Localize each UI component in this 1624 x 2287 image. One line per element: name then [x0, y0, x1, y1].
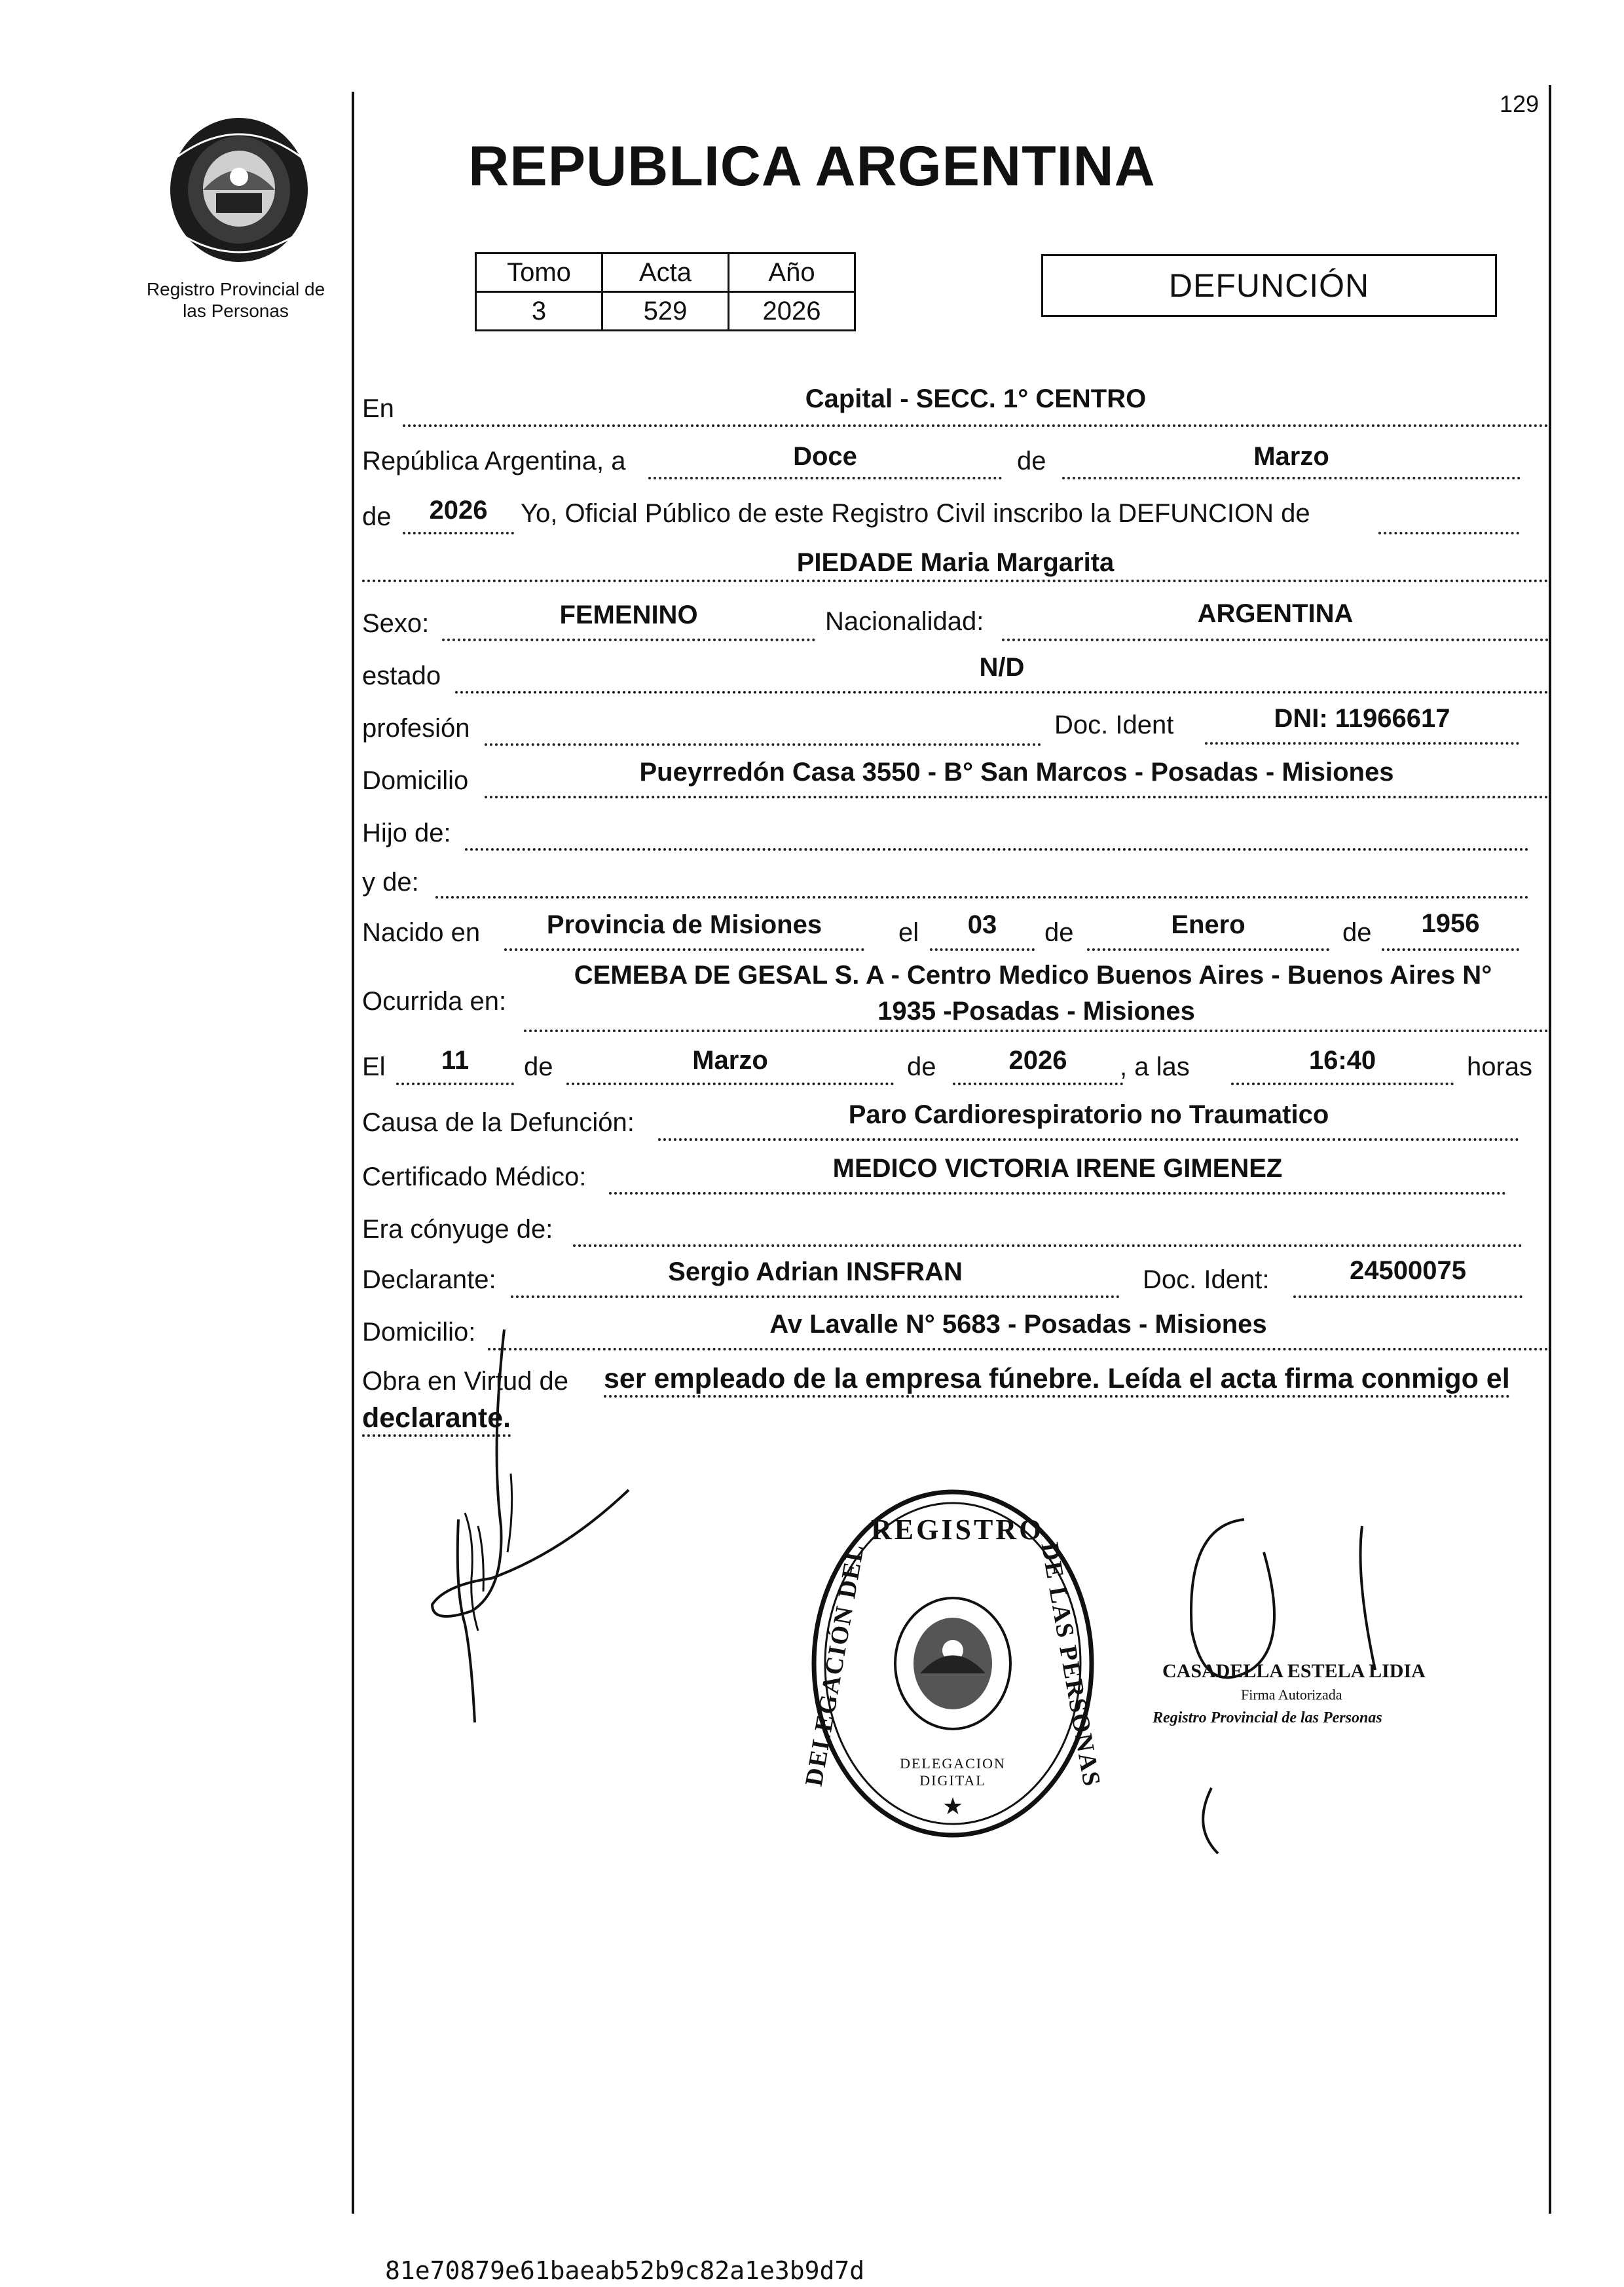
official-signature-icon — [1166, 1500, 1428, 1867]
dotted-line — [930, 948, 1035, 951]
seal-top-text: REGISTRO — [871, 1514, 1044, 1546]
sex-value: FEMENINO — [559, 601, 698, 629]
deceased-doc-value: DNI: 11966617 — [1274, 704, 1450, 733]
dotted-line — [1002, 639, 1549, 641]
dotted-line — [485, 743, 1041, 746]
civil-status-value: N/D — [979, 653, 1025, 682]
cause-of-death-value: Paro Cardiorespiratorio no Traumatico — [848, 1100, 1329, 1129]
record-value-row — [476, 292, 855, 331]
dotted-line — [465, 848, 1529, 851]
label-obra: Obra en Virtud de — [362, 1367, 569, 1396]
legal-basis-line2: declarante. — [362, 1402, 511, 1437]
label-de: de — [907, 1052, 936, 1081]
seal-left-text: DELEGACIÓN DEL — [800, 1541, 870, 1789]
label-republica: República Argentina, a — [362, 447, 626, 475]
legal-basis-line1: ser empleado de la empresa fúnebre. Leída el acta firma conmigo el — [604, 1362, 1510, 1398]
label-hijo-de: Hijo de: — [362, 819, 451, 847]
month-text-value: Marzo — [1253, 442, 1329, 471]
dotted-line — [511, 1295, 1120, 1298]
official-signature — [1166, 1500, 1428, 1867]
label-de: de — [362, 502, 392, 531]
label-conyuge: Era cónyuge de: — [362, 1215, 553, 1244]
deceased-address-value: Pueyrredón Casa 3550 - B° San Marcos - Posadas - Misiones — [639, 758, 1394, 787]
dotted-line — [1205, 742, 1519, 745]
nationality-value: ARGENTINA — [1197, 599, 1354, 628]
seal-right-text: DE LAS PERSONAS — [1035, 1540, 1106, 1789]
label-domicilio: Domicilio — [362, 766, 469, 795]
record-header-row — [476, 253, 855, 292]
death-time-value: 16:40 — [1308, 1046, 1376, 1075]
label-de: de — [1017, 447, 1046, 475]
death-year-value: 2026 — [1008, 1046, 1067, 1075]
dotted-line — [573, 1244, 1522, 1247]
declarant-signature-icon — [393, 1316, 655, 1736]
official-seal — [800, 1487, 1106, 1840]
dotted-line — [403, 532, 514, 534]
declarant-address-value: Av Lavalle N° 5683 - Posadas - Misiones — [769, 1310, 1267, 1339]
label-profesion: profesión — [362, 714, 470, 743]
label-y-de: y de: — [362, 868, 419, 897]
place-value: Capital - SECC. 1° CENTRO — [805, 384, 1147, 413]
tomo-header: Tomo — [476, 253, 602, 292]
svg-text:★: ★ — [942, 1793, 964, 1820]
label-de: de — [524, 1052, 553, 1081]
label-nacido-en: Nacido en — [362, 918, 481, 947]
label-domicilio-declarant: Domicilio: — [362, 1318, 476, 1347]
dotted-line — [504, 948, 864, 951]
place-of-death-line2: 1935 -Posadas - Misiones — [877, 997, 1195, 1026]
dotted-line — [1378, 532, 1519, 534]
label-doc-ident: Doc. Ident — [1054, 711, 1174, 739]
label-certificado: Certificado Médico: — [362, 1162, 587, 1191]
record-reference-table — [475, 252, 856, 331]
place-of-death-line1: CEMEBA DE GESAL S. A - Centro Medico Buenos Aires - Buenos Aires N° — [574, 961, 1492, 990]
death-month-value: Marzo — [692, 1046, 768, 1075]
death-day-value: 11 — [441, 1046, 470, 1075]
dotted-line — [362, 580, 1549, 582]
dotted-line — [485, 796, 1549, 798]
dotted-line — [1062, 477, 1521, 479]
registry-name-line1: Registro Provincial de — [146, 279, 325, 299]
label-sexo: Sexo: — [362, 609, 430, 638]
label-de: de — [1342, 918, 1372, 947]
label-el-cap: El — [362, 1052, 386, 1081]
right-margin-line — [1549, 85, 1551, 2214]
birth-day-value: 03 — [967, 910, 997, 939]
anio-header: Año — [729, 253, 855, 292]
label-de: de — [1044, 918, 1074, 947]
anio-value: 2026 — [729, 292, 855, 331]
dotted-line — [524, 1030, 1549, 1032]
label-a-las: , a las — [1120, 1052, 1190, 1081]
deceased-name-value: PIEDADE Maria Margarita — [796, 548, 1115, 577]
declarant-name-value: Sergio Adrian INSFRAN — [668, 1257, 963, 1286]
official-name: CASADELLA ESTELA LIDIA — [1162, 1660, 1426, 1682]
birthplace-value: Provincia de Misiones — [546, 910, 822, 939]
birth-month-value: Enero — [1171, 910, 1246, 939]
seal-bottom-text: DELEGACION DIGITAL — [900, 1755, 1006, 1789]
dotted-line — [455, 691, 1549, 694]
dotted-line — [442, 639, 815, 641]
tomo-value: 3 — [476, 292, 602, 331]
label-doc-ident-declarant: Doc. Ident: — [1143, 1265, 1270, 1294]
label-ocurrida-en: Ocurrida en: — [362, 987, 507, 1016]
acta-header: Acta — [602, 253, 729, 292]
registry-name-line2: las Personas — [183, 301, 289, 321]
label-estado: estado — [362, 661, 441, 690]
official-role: Firma Autorizada — [1241, 1686, 1342, 1703]
acta-value: 529 — [602, 292, 729, 331]
dotted-line — [396, 1083, 514, 1085]
declarant-doc-value: 24500075 — [1350, 1256, 1466, 1285]
certifying-physician-value: MEDICO VICTORIA IRENE GIMENEZ — [832, 1154, 1283, 1183]
dotted-line — [1293, 1295, 1522, 1298]
dotted-line — [658, 1138, 1519, 1141]
label-causa: Causa de la Defunción: — [362, 1108, 635, 1137]
dotted-line — [1231, 1083, 1454, 1085]
label-nacionalidad: Nacionalidad: — [825, 607, 984, 636]
year-value: 2026 — [429, 496, 488, 525]
dotted-line — [435, 896, 1529, 899]
label-declarante: Declarante: — [362, 1265, 496, 1294]
label-en: En — [362, 394, 394, 423]
dotted-line — [1087, 948, 1329, 951]
document-title: REPUBLICA ARGENTINA — [468, 135, 1156, 198]
dotted-line — [609, 1192, 1506, 1195]
dotted-line — [566, 1083, 894, 1085]
declarant-signature — [393, 1316, 655, 1736]
label-el: el — [898, 918, 919, 947]
left-margin-line — [352, 92, 354, 2214]
dotted-line — [648, 477, 1002, 479]
dotted-line — [1382, 948, 1519, 951]
official-office: Registro Provincial de las Personas — [1153, 1709, 1382, 1726]
registry-name — [128, 278, 344, 322]
dotted-line — [953, 1083, 1123, 1085]
day-text-value: Doce — [793, 442, 857, 471]
document-hash: 81e70879e61baeab52b9c82a1e3b9d7d — [385, 2256, 865, 2285]
label-yo-oficial: Yo, Oficial Público de este Registro Civil inscribo la DEFUNCION de — [521, 499, 1310, 528]
page-number: 129 — [1500, 90, 1540, 117]
label-horas: horas — [1467, 1052, 1533, 1081]
birth-year-value: 1956 — [1421, 909, 1480, 938]
dotted-line — [403, 424, 1549, 427]
record-type-box: DEFUNCIÓN — [1041, 254, 1497, 317]
